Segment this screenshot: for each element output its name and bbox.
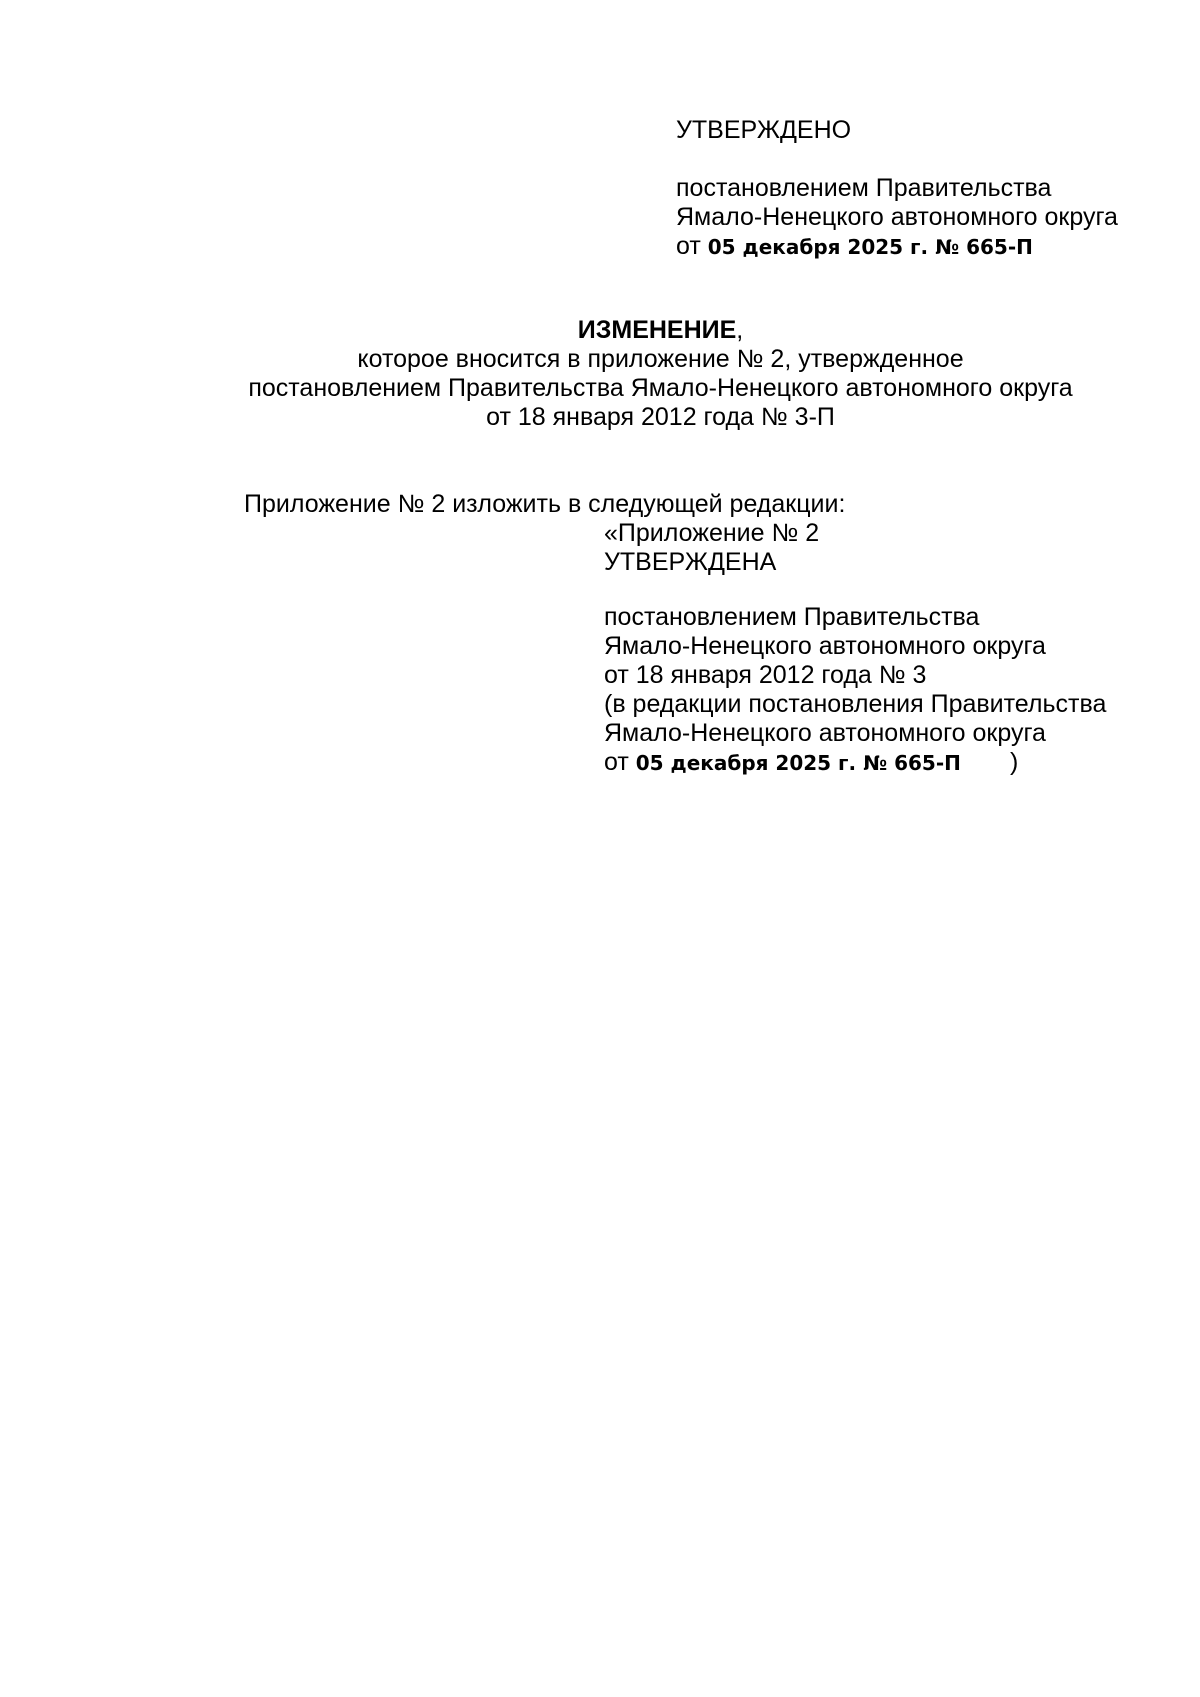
appendix-date-value: 05 декабря 2025 г. № 665-П: [635, 751, 961, 775]
appendix-line-2: УТВЕРЖДЕНА: [604, 548, 777, 576]
title-word: ИЗМЕНЕНИЕ: [577, 316, 737, 344]
appendix-line-5: от 18 января 2012 года № 3: [604, 661, 927, 689]
appendix-date-prefix: от: [604, 748, 629, 776]
title-block: [0, 316, 1200, 432]
appendix-line-1: «Приложение № 2: [604, 519, 820, 547]
title-heading: [0, 316, 1200, 345]
appendix-closing-paren: ): [1010, 748, 1019, 776]
approval-line-1: постановлением Правительства: [676, 174, 1052, 202]
appendix-line-6: (в редакции постановления Правительства: [604, 690, 1107, 718]
appendix-date: [604, 748, 961, 778]
title-line-3: от 18 января 2012 года № 3-П: [486, 403, 835, 431]
approval-date-value: 05 декабря 2025 г. № 665-П: [707, 235, 1033, 259]
body-intro: Приложение № 2 изложить в следующей редакции:: [244, 490, 846, 518]
appendix-line-4: Ямало-Ненецкого автономного округа: [604, 632, 1046, 660]
approval-date: [676, 232, 1033, 262]
title-line-1: которое вносится в приложение № 2, утвержденное: [357, 345, 964, 373]
title-comma: ,: [736, 316, 744, 344]
appendix-line-3: постановлением Правительства: [604, 603, 980, 631]
approval-date-prefix: от: [676, 232, 701, 260]
approval-heading: УТВЕРЖДЕНО: [676, 116, 852, 144]
appendix-line-7: Ямало-Ненецкого автономного округа: [604, 719, 1046, 747]
title-line-2: постановлением Правительства Ямало-Ненецкого автономного округа: [248, 374, 1073, 402]
approval-line-2: Ямало-Ненецкого автономного округа: [676, 203, 1118, 231]
